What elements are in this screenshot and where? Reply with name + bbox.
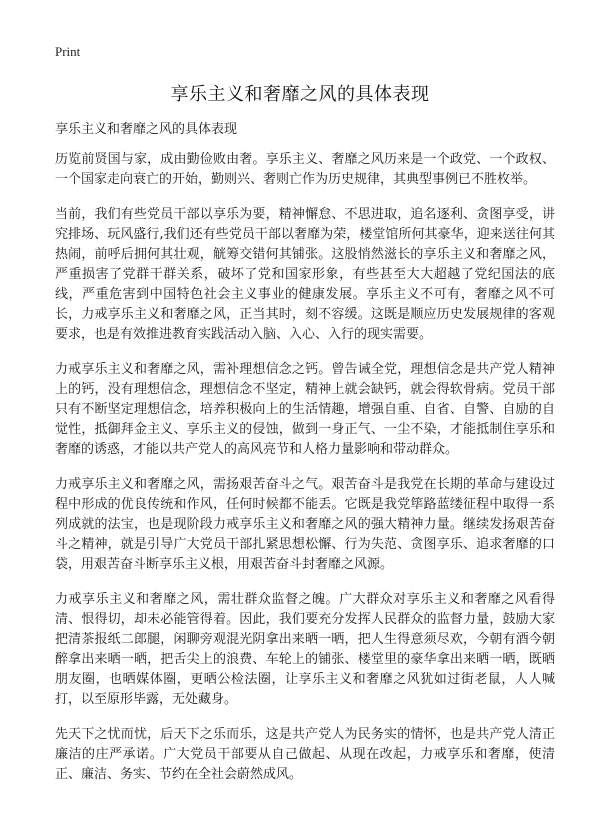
- print-link[interactable]: Print: [55, 44, 81, 59]
- page-title: 享乐主义和奢靡之风的具体表现: [170, 84, 430, 105]
- paragraph-1: 历览前贤国与家，成由勤俭败由奢。享乐主义、奢靡之风历来是一个政党、一个政权、一个国家走向衰亡的开始，勤则兴、奢则亡作为历史规律，其典型事例已不胜枚举。: [55, 152, 555, 187]
- paragraph-6: 先天下之忧而忧，后天下之乐而乐，这是共产党人为民务实的情怀，也是共产党人清正廉洁的庄严承诺。广大党员干部要从自己做起、从现在改起，力戒享乐和奢靡，使清正、廉洁、务实、节约在全社会蔚然成风。: [55, 727, 555, 782]
- article-body: [55, 150, 555, 800]
- paragraph-5: 力戒享乐主义和奢靡之风，需壮群众监督之魄。广大群众对享乐主义和奢靡之风看得清、恨得切，却未必能管得着。因此，我们要充分发挥人民群众的监督力量，鼓励大家把清茶报纸二郎腿，闲聊旁观混光阴拿出来晒一晒，把人生得意须尽欢，今朝有酒今朝醉拿出来晒一晒，把舌尖上的浪费、车轮上的铺张、楼堂里的豪华拿出来晒一晒，既晒朋友圈，也晒媒体圈，更晒公检法圈，让享乐主义和奢靡之风犹如过街老鼠，人人喊打，以至原形毕露，无处藏身。: [55, 592, 555, 707]
- paragraph-2: 当前，我们有些党员干部以享乐为要，精神懈怠、不思进取，追名逐利、贪图享受，讲究排场、玩风盛行,我们还有些党员干部以奢靡为荣，楼堂馆所何其豪华，迎来送往何其热闹，前呼后拥何其壮观，觥筹交错何其铺张。这股悄然滋长的享乐主义和奢靡之风，严重损害了党群干群关系，破坏了党和国家形象，有些甚至大大超越了党纪国法的底线，严重危害到中国特色社会主义事业的健康发展。享乐主义不可有，奢靡之风不可长，力戒享乐主义和奢靡之风，正当其时，刻不容缓。这既是顺应历史发展规律的客观要求，也是有效推进教育实践活动入脑、入心、入行的现实需要。: [55, 207, 555, 342]
- paragraph-4: 力戒享乐主义和奢靡之风，需扬艰苦奋斗之气。艰苦奋斗是我党在长期的革命与建设过程中形成的优良传统和作风，任何时候都不能丢。它既是我党筚路蓝缕征程中取得一系列成就的法宝，也是现阶段力戒享乐主义和奢靡之风的强大精神力量。继续发扬艰苦奋斗之精神，就是引导广大党员干部扎紧思想松懈、行为失范、贪图享乐、追求奢靡的口袋，用艰苦奋斗断享乐主义根，用艰苦奋斗封奢靡之风源。: [55, 477, 555, 572]
- paragraph-3: 力戒享乐主义和奢靡之风，需补理想信念之钙。曾告诫全党，理想信念是共产党人精神上的钙，没有理想信念，理想信念不坚定，精神上就会缺钙，就会得软骨病。党员干部只有不断坚定理想信念，培养积极向上的生活情趣，增强自重、自省、自警、自励的自觉性，抵御拜金主义、享乐主义的侵蚀，做到一身正气、一尘不染，才能抵制住享乐和奢靡的诱惑，才能以共产党人的高风亮节和人格力量影响和带动群众。: [55, 362, 555, 457]
- document-subtitle: 享乐主义和奢靡之风的具体表现: [55, 122, 238, 137]
